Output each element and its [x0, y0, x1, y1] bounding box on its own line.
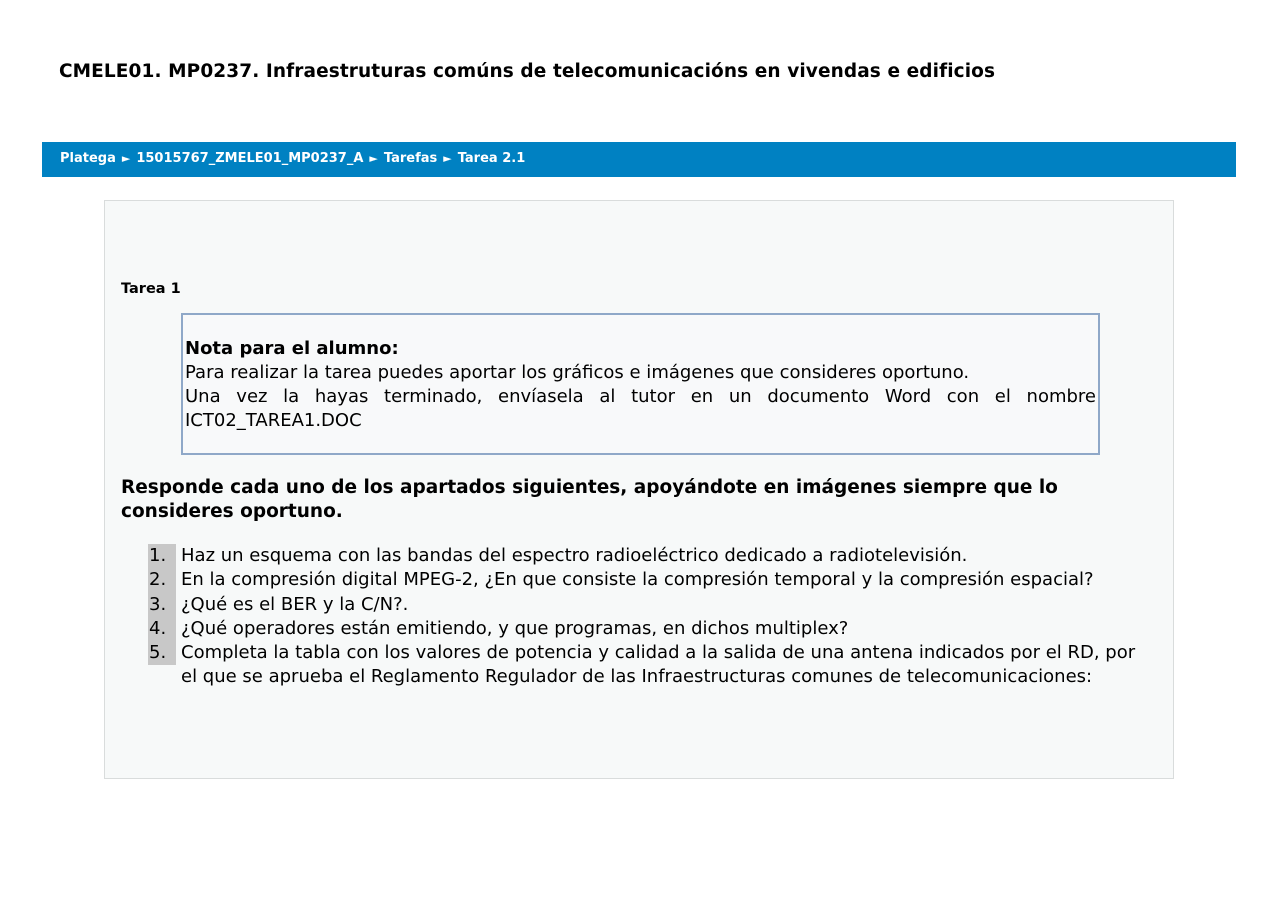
- breadcrumb-course[interactable]: 15015767_ZMELE01_MP0237_A: [136, 151, 364, 166]
- breadcrumb-separator-icon: ►: [121, 152, 131, 165]
- navbar: [42, 142, 1236, 177]
- question-number: 5.: [148, 641, 176, 665]
- note-heading: Nota para el alumno:: [185, 338, 399, 359]
- question-item: [148, 641, 1148, 690]
- student-note: [185, 337, 1096, 433]
- page-title: CMELE01. MP0237. Infraestruturas comúns de telecomunicacións en vivendas e edificios: [59, 61, 996, 82]
- task-title: Tarea 1: [121, 281, 181, 297]
- question-number: 3.: [148, 593, 176, 617]
- note-line: Para realizar la tarea puedes aportar los gráficos e imágenes que consideres oportuno.: [185, 362, 970, 383]
- question-item: [148, 617, 1148, 641]
- question-text: Completa la tabla con los valores de potencia y calidad a la salida de una antena indicados por el RD, por el que se aprueba el Reglamento Regulador de las Infraestructuras comunes de telecomunicaciones:: [181, 642, 1136, 688]
- breadcrumb-tarefas[interactable]: Tarefas: [383, 151, 438, 166]
- question-number: 2.: [148, 568, 176, 592]
- question-number: 4.: [148, 617, 176, 641]
- student-note-box: [181, 313, 1100, 455]
- question-text: ¿Qué operadores están emitiendo, y que programas, en dichos multiplex?: [181, 617, 849, 639]
- question-item: [148, 593, 1148, 617]
- breadcrumb-separator-icon: ►: [369, 152, 378, 165]
- note-line: ICT02_TAREA1.DOC: [185, 410, 362, 431]
- breadcrumb: [60, 151, 525, 166]
- breadcrumb-platega[interactable]: Platega: [60, 151, 116, 166]
- question-text: ¿Qué es el BER y la C/N?.: [181, 593, 409, 615]
- question-text: Haz un esquema con las bandas del espectro radioeléctrico dedicado a radiotelevisión.: [181, 545, 968, 566]
- assignment-panel: [104, 200, 1174, 779]
- question-item: [148, 544, 1148, 568]
- question-text: En la compresión digital MPEG-2, ¿En que consiste la compresión temporal y la compresión espacial?: [181, 569, 1094, 591]
- question-item: [148, 568, 1148, 592]
- question-list: [148, 544, 1148, 690]
- breadcrumb-separator-icon: ►: [443, 152, 452, 165]
- instructions: Responde cada uno de los apartados siguientes, apoyándote en imágenes siempre que lo consideres oportuno.: [121, 477, 1058, 522]
- breadcrumb-current: Tarea 2.1: [457, 151, 526, 166]
- note-line: Una vez la hayas terminado, envíasela al tutor en un documento Word con el nombre: [185, 386, 1096, 407]
- question-number: 1.: [148, 544, 176, 568]
